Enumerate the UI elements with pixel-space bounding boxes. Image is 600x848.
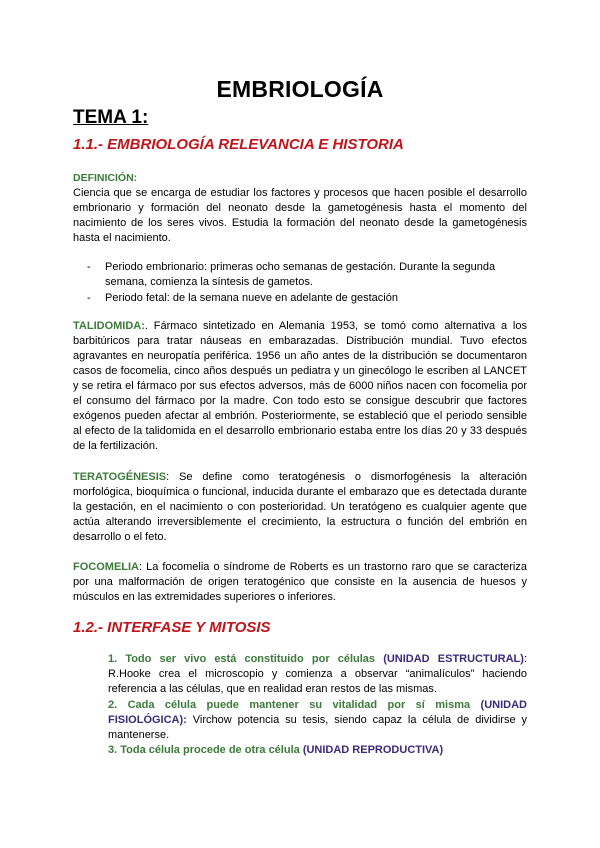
definicion-label: DEFINICIÓN:	[73, 172, 138, 184]
bullet-dash: -	[87, 261, 91, 274]
item-statement: 2. Cada célula puede mantener su vitalidad por sí misma	[108, 698, 481, 711]
item-explanation: : R.Hooke crea el microscopio y comienza a observar “animalículos” haciendo referencia a las células, que en realidad eran restos de las mismas.	[108, 653, 527, 696]
definicion-paragraph: Ciencia que se encarga de estudiar los factores y procesos que hacen posible el desarrollo embrionario y formación del neonato desde la gametogénesis hasta el momento del nacimiento de los seres vivos. Estudia la formación del neonato desde la gametogénesis hasta el nacimiento.	[73, 187, 527, 245]
cell-theory-list	[108, 652, 527, 758]
teratogenesis-paragraph	[73, 470, 527, 545]
periodos-list	[73, 260, 527, 305]
bullet-dash: -	[87, 291, 91, 304]
list-item	[73, 260, 527, 290]
focomelia-label: FOCOMELIA	[73, 560, 139, 573]
tema-heading: TEMA 1:	[73, 107, 149, 128]
list-item	[108, 743, 527, 758]
list-item-text: Periodo fetal: de la semana nueve en adelante de gestación	[105, 291, 398, 304]
item-unit: (UNIDAD ESTRUCTURAL)	[383, 653, 524, 666]
talidomida-paragraph	[73, 319, 527, 455]
item-statement: 1. Todo ser vivo está constituido por células	[108, 653, 384, 666]
talidomida-label: TALIDOMIDA:	[73, 319, 145, 332]
list-item-text: Periodo embrionario: primeras ocho semanas de gestación. Durante la segunda semana, comienza la síntesis de gametos.	[105, 261, 496, 289]
section-heading-embriologia: 1.1.- EMBRIOLOGÍA RELEVANCIA E HISTORIA	[73, 136, 404, 153]
list-item	[108, 652, 527, 697]
focomelia-text: : La focomelia o síndrome de Roberts es un trastorno raro que se caracteriza por una malformación de origen teratogénico que consiste en la ausencia de huesos y músculos en las extremidades superiores o inferiores.	[73, 560, 527, 604]
section-heading-interfase: 1.2.- INTERFASE Y MITOSIS	[73, 619, 271, 637]
list-item	[73, 291, 527, 306]
talidomida-text: . Fármaco sintetizado en Alemania 1953, se tomó como alternativa a los barbitúricos para tratar náuseas en embarazadas. Distribución mundial. Tuvo efectos agravantes en neuropatía periférica. 1956 un año antes de la distribución se documentaron casos de focomelia, cinco años después un pediatra y un ginecólogo le escriben al LANCET y se retira el fármaco por sus efectos adversos, más de 6000 niños nacen con focomelia por el consumo del fármaco por la madre. Con todo esto se consigue descubrir que factores exógenos pueden afectar al embrión. Posteriormente, se estableció que el periodo sensible al efecto de la talidomida en el desarrollo embrionario estaba entre los días 20 y 33 después de la fertilización.	[73, 319, 527, 453]
item-explanation: Virchow potencia su tesis, siendo capaz la célula de dividirse y mantenerse.	[108, 713, 527, 741]
focomelia-paragraph	[73, 560, 527, 605]
teratogenesis-text: : Se define como teratogénesis o dismorfogénesis la alteración morfológica, bioquímica o funcional, inducida durante el embarazo que es detectada durante la gestación, en el nacimiento o con posterioridad. Un teratógeno es cualquier agente que actúa alterando irreversiblemente el crecimiento, la estructura o función del embrión en desarrollo o el feto.	[73, 470, 527, 543]
item-statement: 3. Toda célula procede de otra célula	[108, 743, 303, 756]
item-unit: (UNIDAD FISIOLÓGICA):	[108, 698, 527, 726]
document-title: EMBRIOLOGÍA	[216, 76, 384, 102]
list-item	[108, 698, 527, 743]
teratogenesis-label: TERATOGÉNESIS	[73, 470, 167, 483]
item-unit: (UNIDAD REPRODUCTIVA)	[302, 743, 444, 756]
